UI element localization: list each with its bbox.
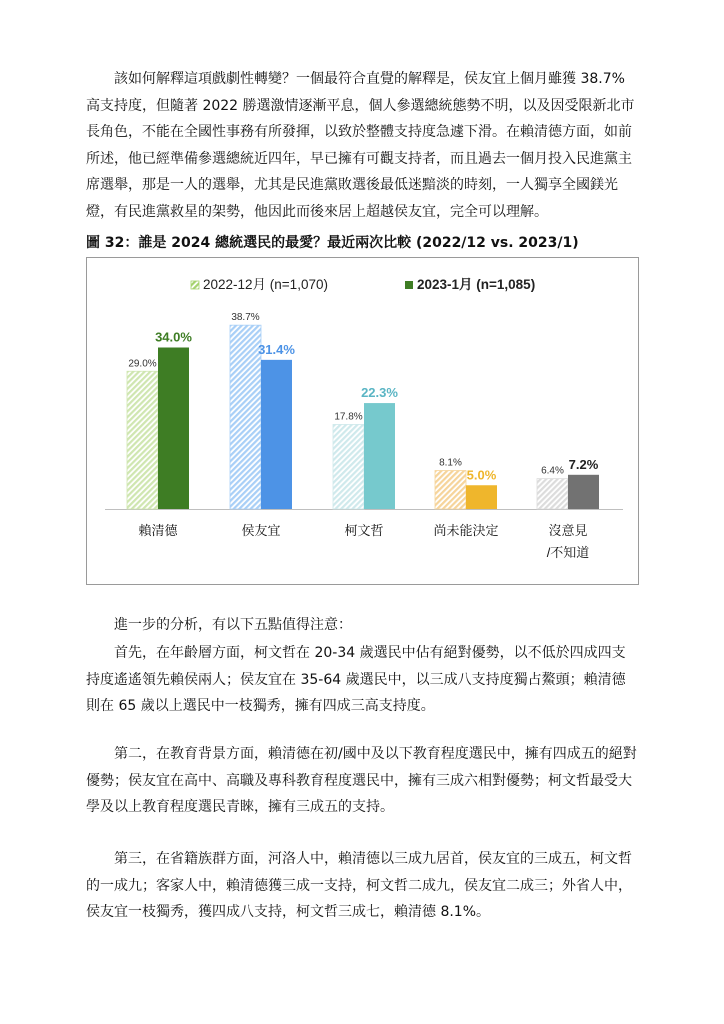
category-label: 柯文哲 — [344, 523, 384, 538]
bar-2023 — [261, 360, 292, 509]
paragraph-ethnicity — [86, 846, 638, 926]
paragraph-age — [86, 640, 638, 720]
bar-2022 — [230, 325, 261, 509]
bar-2023 — [158, 348, 189, 510]
legend-swatch-2023 — [405, 281, 413, 289]
paragraph-education — [86, 741, 638, 821]
category-label: 沒意見 — [548, 523, 588, 538]
legend-label-2022: 2022-12月 (n=1,070) — [203, 277, 328, 292]
category-label: 尚未能決定 — [433, 523, 499, 538]
data-label-2022: 38.7% — [231, 312, 260, 324]
paragraph-text: 第二，在教育背景方面，賴清德在初/國中及以下教育程度選民中，擁有四成五的絕對優勢；侯友宜在高中、高職及專科教育程度選民中，擁有三成六相對優勢；柯文哲最受大學及以上教育程度選民青睞，擁有三成五的支持。 — [86, 746, 637, 815]
legend-swatch-2022 — [191, 281, 199, 289]
data-label-2022: 6.4% — [541, 465, 564, 477]
legend-label-2023: 2023-1月 (n=1,085) — [417, 277, 536, 292]
data-label-2023: 31.4% — [258, 341, 295, 357]
paragraph-text: 進一步的分析，有以下五點值得注意： — [114, 617, 352, 633]
paragraph-intro — [86, 612, 638, 639]
paragraph-interpretation — [86, 66, 638, 225]
data-label-2023: 7.2% — [568, 456, 599, 472]
bar-2022 — [435, 471, 466, 509]
paragraph-text: 第三，在省籍族群方面，河洛人中，賴清德以三成九居首，侯友宜的三成五，柯文哲的一成九；客家人中，賴清德獲三成一支持，柯文哲二成九，侯友宜二成三；外省人中，侯友宜一枝獨秀，獲四成八支持，柯文哲三成七，賴清德 8.1%。 — [86, 851, 632, 920]
bar-2022 — [333, 424, 364, 509]
chart-svg — [87, 258, 640, 586]
paragraph-text: 該如何解釋這項戲劇性轉變？一個最符合直覺的解釋是，侯友宜上個月雖獲 38.7% 高支持度，但隨著 2022 勝選激情逐漸平息，個人參選總統態勢不明，以及因受限新北市長角色，不能在全國性事務有所發揮，以致於整體支持度急遽下滑。在賴清德方面，如前所述，他已經準備參選總統近四年，早已擁有可觀支持者，而且過去一個月投入民進黨主席選舉，那是一人的選舉，尤其是民進黨敗選後最低迷黯淡的時刻，一人獨享全國鎂光燈，有民進黨救星的架勢，他因此而後來居上超越侯友宜，完全可以理解。 — [86, 71, 635, 220]
data-label-2023: 5.0% — [466, 467, 497, 483]
data-label-2023: 22.3% — [361, 385, 398, 401]
bar-2023 — [364, 403, 395, 509]
data-label-2022: 8.1% — [439, 457, 462, 469]
data-label-2022: 29.0% — [128, 358, 157, 370]
category-label: 賴清德 — [138, 523, 178, 538]
data-label-2022: 17.8% — [334, 411, 363, 423]
bar-2023 — [466, 485, 497, 509]
bar-2023 — [568, 475, 599, 509]
paragraph-text: 首先，在年齡層方面，柯文哲在 20-34 歲選民中佔有絕對優勢，以不低於四成四支持度遙遙領先賴侯兩人；侯友宜在 35-64 歲選民中，以三成八支持度獨占鰲頭；賴清德則在 65 歲以上選民中一枝獨秀，擁有四成三高支持度。 — [86, 645, 626, 714]
category-label: /不知道 — [546, 545, 590, 560]
bar-2022 — [537, 479, 568, 509]
bar-chart — [86, 257, 639, 585]
figure-caption: 圖 32：誰是 2024 總統選民的最愛？最近兩次比較 (2022/12 vs. 2023/1) — [86, 235, 579, 251]
bar-2022 — [127, 371, 158, 509]
data-label-2023: 34.0% — [155, 329, 192, 345]
category-label: 侯友宜 — [241, 523, 281, 538]
